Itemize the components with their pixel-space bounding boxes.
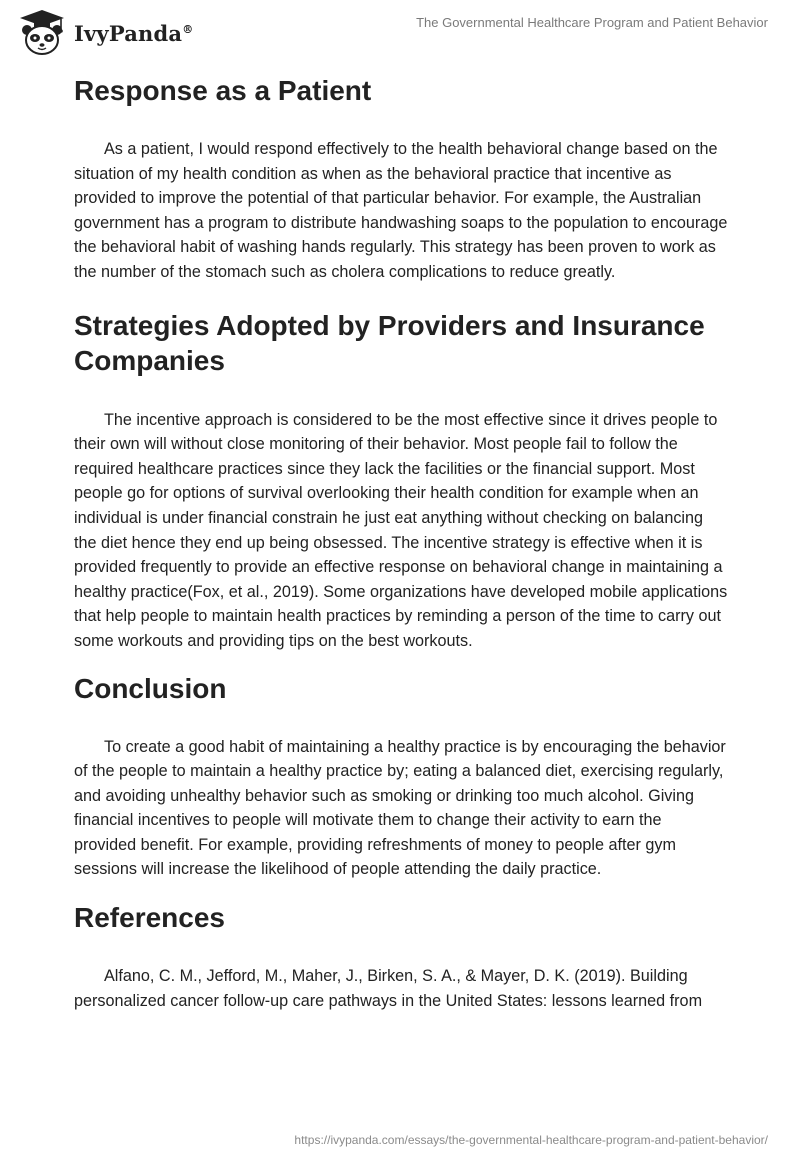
footer-source-url[interactable]: https://ivypanda.com/essays/the-governmental-healthcare-program-and-patient-behavior/ — [294, 1133, 768, 1147]
running-title: The Governmental Healthcare Program and Patient Behavior — [416, 15, 768, 30]
logo[interactable] — [16, 8, 193, 58]
panda-logo-icon — [16, 8, 68, 58]
article-body — [74, 72, 728, 1013]
section-paragraph-response: As a patient, I would respond effectively to the health behavioral change based on the situation of my health condition as when as the behavioral practice that incentive as provided to improve the potential of that particular behavior. For example, the Australian government has a program to distribute handwashing soaps to the population to encourage the behavioral habit of washing hands regularly. This strategy has been proven to work as the number of the stomach such as cholera complications to reduce greatly. — [74, 140, 728, 281]
logo-wordmark: IvyPanda® — [74, 20, 194, 46]
section-paragraph-conclusion: To create a good habit of maintaining a healthy practice is by encouraging the behavior of the people to maintain a healthy practice by; eating a balanced diet, exercising regularly, and avoiding unhealthy behavior such as smoking or drinking too much alcohol. Giving financial incentives to people will motivate them to change their activity to earn the provided benefit. For example, providing refreshments of money to people after gym sessions will increase the likelihood of people attending the daily practice. — [74, 737, 726, 879]
section-heading-references: References — [74, 902, 225, 934]
section-heading-response: Response as a Patient — [74, 75, 372, 106]
reference-entry: Alfano, C. M., Jefford, M., Maher, J., Birken, S. A., & Mayer, D. K. (2019). Building personalized cancer follow-up care pathways in the United States: lessons learned from — [74, 967, 703, 1010]
section-paragraph-strategies: The incentive approach is considered to be the most effective since it drives people to their own will without close monitoring of their behavior. Most people fail to follow the required healthcare practices since they lack the facilities or the financial support. Most people go for options of survival overlooking their health condition for example when an individual is under financial constrain he just eat anything without checking on balancing the diet hence they end up being obsessed. The incentive strategy is effective when it is provided frequently to provide an effective response on behavioral change in maintaining a healthy practice(Fox, et al., 2019). Some organizations have developed mobile applications that help people to maintain health practices by reminding a person of the time to carry out some workouts and providing tips on the best workouts. — [74, 410, 728, 650]
section-heading-strategies: Strategies Adopted by Providers and Insurance Companies — [74, 309, 705, 376]
section-heading-conclusion: Conclusion — [74, 672, 227, 704]
page-header — [0, 0, 800, 68]
